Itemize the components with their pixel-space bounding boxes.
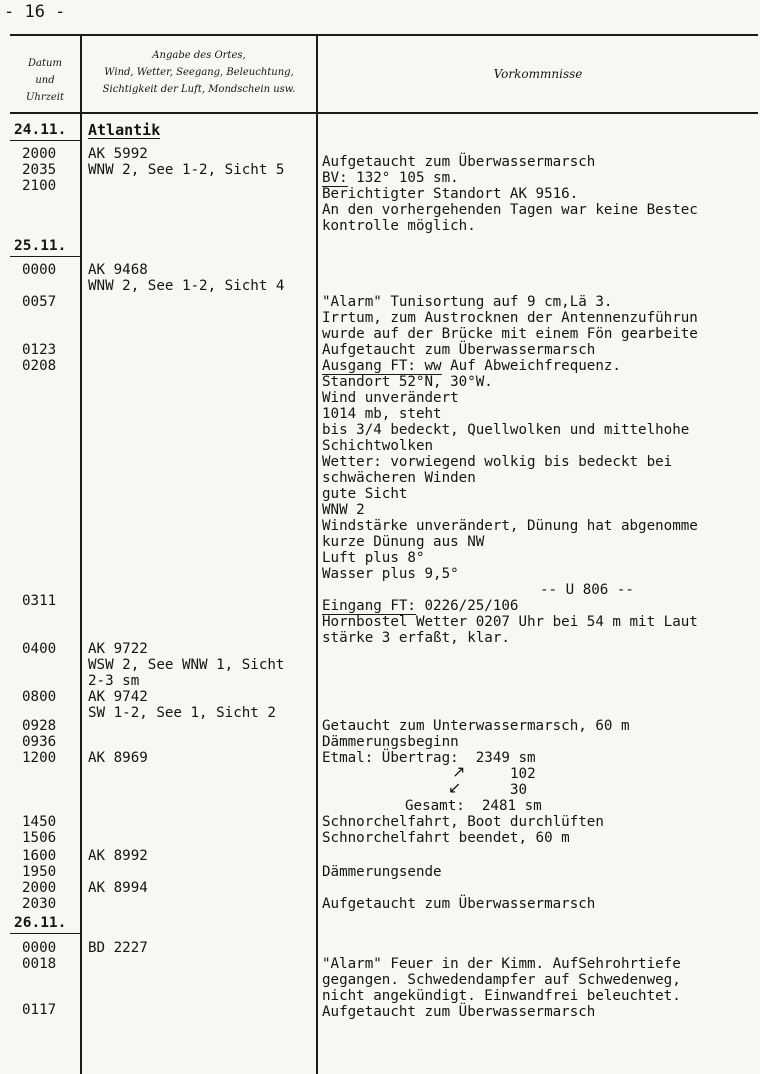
date-underline — [10, 256, 80, 257]
header-date-line: Uhrzeit — [25, 92, 65, 103]
event-line: Wetter: vorwiegend wolkig bis bedeckt bei — [322, 454, 673, 470]
time: 0928 — [22, 718, 57, 734]
event-line: Schichtwolken — [322, 438, 434, 454]
time: 0311 — [22, 593, 57, 609]
time: 1950 — [22, 864, 57, 880]
time: 0057 — [22, 294, 57, 310]
event-line: Aufgetaucht zum Überwassermarsch — [322, 1004, 596, 1020]
place-entry: AK 5992 — [88, 146, 148, 162]
event-line: kurze Dünung aus NW — [322, 534, 485, 550]
arrow-up-icon: ↗ — [452, 762, 466, 781]
event-line: gute Sicht — [322, 486, 408, 502]
event-line: Etmal: Übertrag: 2349 sm — [322, 750, 536, 766]
event-line: Getaucht zum Unterwassermarsch, 60 m — [322, 718, 630, 734]
date-24-11: 24.11. — [14, 122, 67, 138]
ft-in-value: 0226/25/106 — [415, 598, 519, 614]
place-entry: BD 2227 — [88, 940, 148, 956]
header-col-place — [82, 47, 316, 98]
time: 0800 — [22, 689, 57, 705]
place-entry: AK 8994 — [88, 880, 148, 896]
time: 0000 — [22, 940, 57, 956]
event-line: Gesamt: 2481 sm — [405, 798, 542, 814]
event-line: Aufgetaucht zum Überwassermarsch — [322, 896, 596, 912]
bv-value: 132° 105 sm. — [347, 170, 459, 186]
bv-label: BV: — [322, 170, 348, 186]
date-underline — [10, 140, 80, 141]
event-line: Wind unverändert — [322, 390, 459, 406]
time: 2000 — [22, 146, 57, 162]
event-line — [322, 170, 459, 186]
ft-out-label: Ausgang FT: ww — [322, 358, 442, 374]
time: 0208 — [22, 358, 57, 374]
event-line: Hornbostel Wetter 0207 Uhr bei 54 m mit Laut — [322, 614, 698, 630]
time: 1200 — [22, 750, 57, 766]
event-line: Aufgetaucht zum Überwassermarsch — [322, 154, 596, 170]
event-line: Berichtigter Standort AK 9516. — [322, 186, 579, 202]
location-atlantik: Atlantik — [88, 121, 161, 139]
time: 2000 — [22, 880, 57, 896]
header-col-date — [10, 55, 80, 106]
column-divider-2 — [316, 34, 318, 1074]
event-line: Standort 52°N, 30°W. — [322, 374, 493, 390]
ft-in-label: Eingang FT: — [322, 598, 416, 614]
column-divider-1 — [80, 34, 82, 1074]
event-line: "Alarm" Tunisortung auf 9 cm,Lä 3. — [322, 294, 613, 310]
time: 0000 — [22, 262, 57, 278]
time: 0123 — [22, 342, 57, 358]
event-line: 102 — [510, 766, 536, 782]
table-top-rule — [10, 34, 758, 36]
event-line: gegangen. Schwedendampfer auf Schwedenweg, — [322, 972, 681, 988]
event-line: Irrtum, zum Austrocknen der Antennenzuführun — [322, 310, 698, 326]
date-25-11: 25.11. — [14, 238, 67, 254]
place-entry: WNW 2, See 1-2, Sicht 4 — [88, 278, 285, 294]
event-line: Dämmerungsende — [322, 864, 442, 880]
event-line: wurde auf der Brücke mit einem Fön gearbeite — [322, 326, 698, 342]
time: 0400 — [22, 641, 57, 657]
place-entry: 2-3 sm — [88, 673, 140, 689]
header-place-line: Wind, Wetter, Seegang, Beleuchtung, — [104, 67, 294, 78]
event-line: 30 — [510, 782, 528, 798]
event-line: Luft plus 8° — [322, 550, 425, 566]
event-line: stärke 3 erfaßt, klar. — [322, 630, 510, 646]
time: 1450 — [22, 814, 57, 830]
event-line: Wasser plus 9,5° — [322, 566, 459, 582]
header-bottom-rule — [10, 112, 758, 114]
time: 1600 — [22, 848, 57, 864]
header-place-line: Sichtigkeit der Luft, Mondschein usw. — [102, 84, 296, 95]
event-line: An den vorhergehenden Tagen war keine Bestec — [322, 202, 698, 218]
page-number: - 16 - — [4, 2, 66, 22]
event-line — [322, 358, 621, 374]
place-entry: AK 8969 — [88, 750, 148, 766]
event-line: bis 3/4 bedeckt, Quellwolken und mittelhohe — [322, 422, 690, 438]
event-line: Windstärke unverändert, Dünung hat abgenomme — [322, 518, 698, 534]
ft-out-value: Auf Abweichfrequenz. — [441, 358, 621, 374]
place-entry: AK 9722 — [88, 641, 148, 657]
event-line: Dämmerungsbeginn — [322, 734, 459, 750]
place-entry: AK 8992 — [88, 848, 148, 864]
time: 0936 — [22, 734, 57, 750]
time: 2100 — [22, 178, 57, 194]
time: 2030 — [22, 896, 57, 912]
event-line — [322, 598, 518, 614]
time: 0018 — [22, 956, 57, 972]
time: 2035 — [22, 162, 57, 178]
event-line: "Alarm" Feuer in der Kimm. AufSehrohrtiefe — [322, 956, 681, 972]
place-entry: WNW 2, See 1-2, Sicht 5 — [88, 162, 285, 178]
place-entry: SW 1-2, See 1, Sicht 2 — [88, 705, 276, 721]
place-entry: AK 9742 — [88, 689, 148, 705]
place-entry: AK 9468 — [88, 262, 148, 278]
event-line: -- U 806 -- — [540, 582, 634, 598]
event-line: kontrolle möglich. — [322, 218, 476, 234]
header-col-events: Vorkommnisse — [493, 67, 583, 81]
event-line: Aufgetaucht zum Überwassermarsch — [322, 342, 596, 358]
time: 1506 — [22, 830, 57, 846]
time: 0117 — [22, 1002, 57, 1018]
event-line: WNW 2 — [322, 502, 365, 518]
date-underline — [10, 933, 80, 934]
event-line: nicht angekündigt. Einwandfrei beleuchtet. — [322, 988, 681, 1004]
event-line: Schnorchelfahrt, Boot durchlüften — [322, 814, 604, 830]
event-line: 1014 mb, steht — [322, 406, 442, 422]
arrow-down-icon: ↙ — [448, 778, 462, 797]
event-line: Schnorchelfahrt beendet, 60 m — [322, 830, 570, 846]
header-date-line: Datum — [28, 58, 62, 69]
header-date-line: und — [35, 75, 55, 86]
header-place-line: Angabe des Ortes, — [152, 50, 246, 61]
event-line: schwächeren Winden — [322, 470, 476, 486]
date-26-11: 26.11. — [14, 915, 67, 931]
place-entry: WSW 2, See WNW 1, Sicht — [88, 657, 285, 673]
